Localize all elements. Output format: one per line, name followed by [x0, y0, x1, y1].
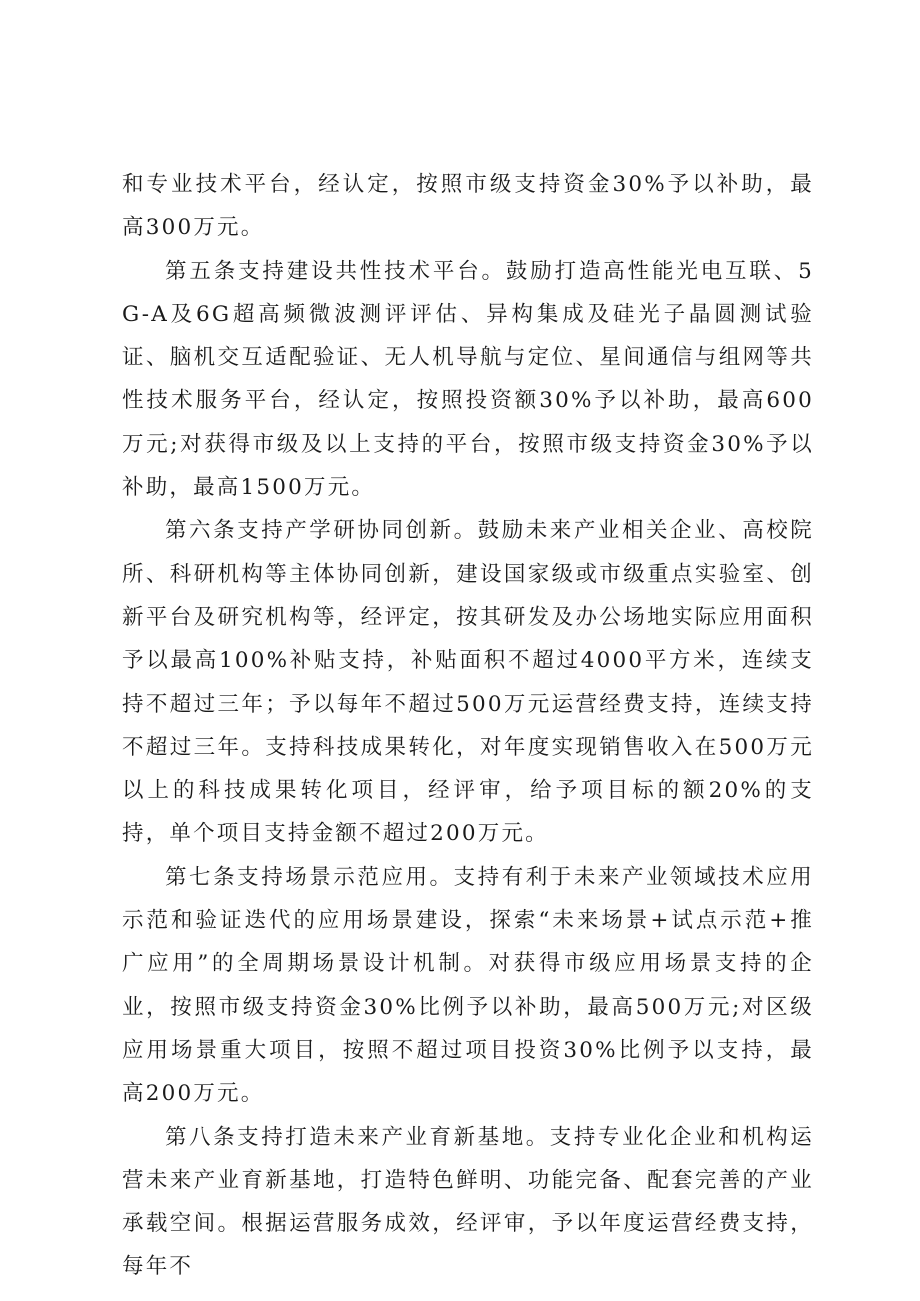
paragraph-article-6: 第六条支持产学研协同创新。鼓励未来产业相关企业、高校院所、科研机构等主体协同创新，建设国家级或市级重点实验室、创新平台及研究机构等，经评定，按其研发及办公场地实际应用面积予以最高100%补贴支持，补贴面积不超过4000平方米，连续支持不超过三年；予以每年不超过500万元运营经费支持，连续支持不超过三年。支持科技成果转化，对年度实现销售收入在500万元以上的科技成果转化项目，经评审，给予项目标的额20%的支持，单个项目支持金额不超过200万元。: [122, 518, 814, 847]
paragraph-continuation: 和专业技术平台，经认定，按照市级支持资金30%予以补助，最高300万元。: [122, 172, 814, 241]
document-body: [122, 163, 814, 1289]
paragraph-article-8: 第八条支持打造未来产业育新基地。支持专业化企业和机构运营未来产业育新基地，打造特色鲜明、功能完备、配套完善的产业承载空间。根据运营服务成效，经评审，予以年度运营经费支持，每年不: [122, 1124, 814, 1280]
paragraph-article-5: 第五条支持建设共性技术平台。鼓励打造高性能光电互联、5G-A及6G超高频微波测评评估、异构集成及硅光子晶圆测试验证、脑机交互适配验证、无人机导航与定位、星间通信与组网等共性技术服务平台，经认定，按照投资额30%予以补助，最高600万元;对获得市级及以上支持的平台，按照市级支持资金30%予以补助，最高1500万元。: [122, 258, 814, 501]
paragraph-article-7: 第七条支持场景示范应用。支持有利于未来产业领域技术应用示范和验证迭代的应用场景建设，探索“未来场景+试点示范+推广应用”的全周期场景设计机制。对获得市级应用场景支持的企业，按照市级支持资金30%比例予以补助，最高500万元;对区级应用场景重大项目，按照不超过项目投资30%比例予以支持，最高200万元。: [122, 864, 814, 1107]
